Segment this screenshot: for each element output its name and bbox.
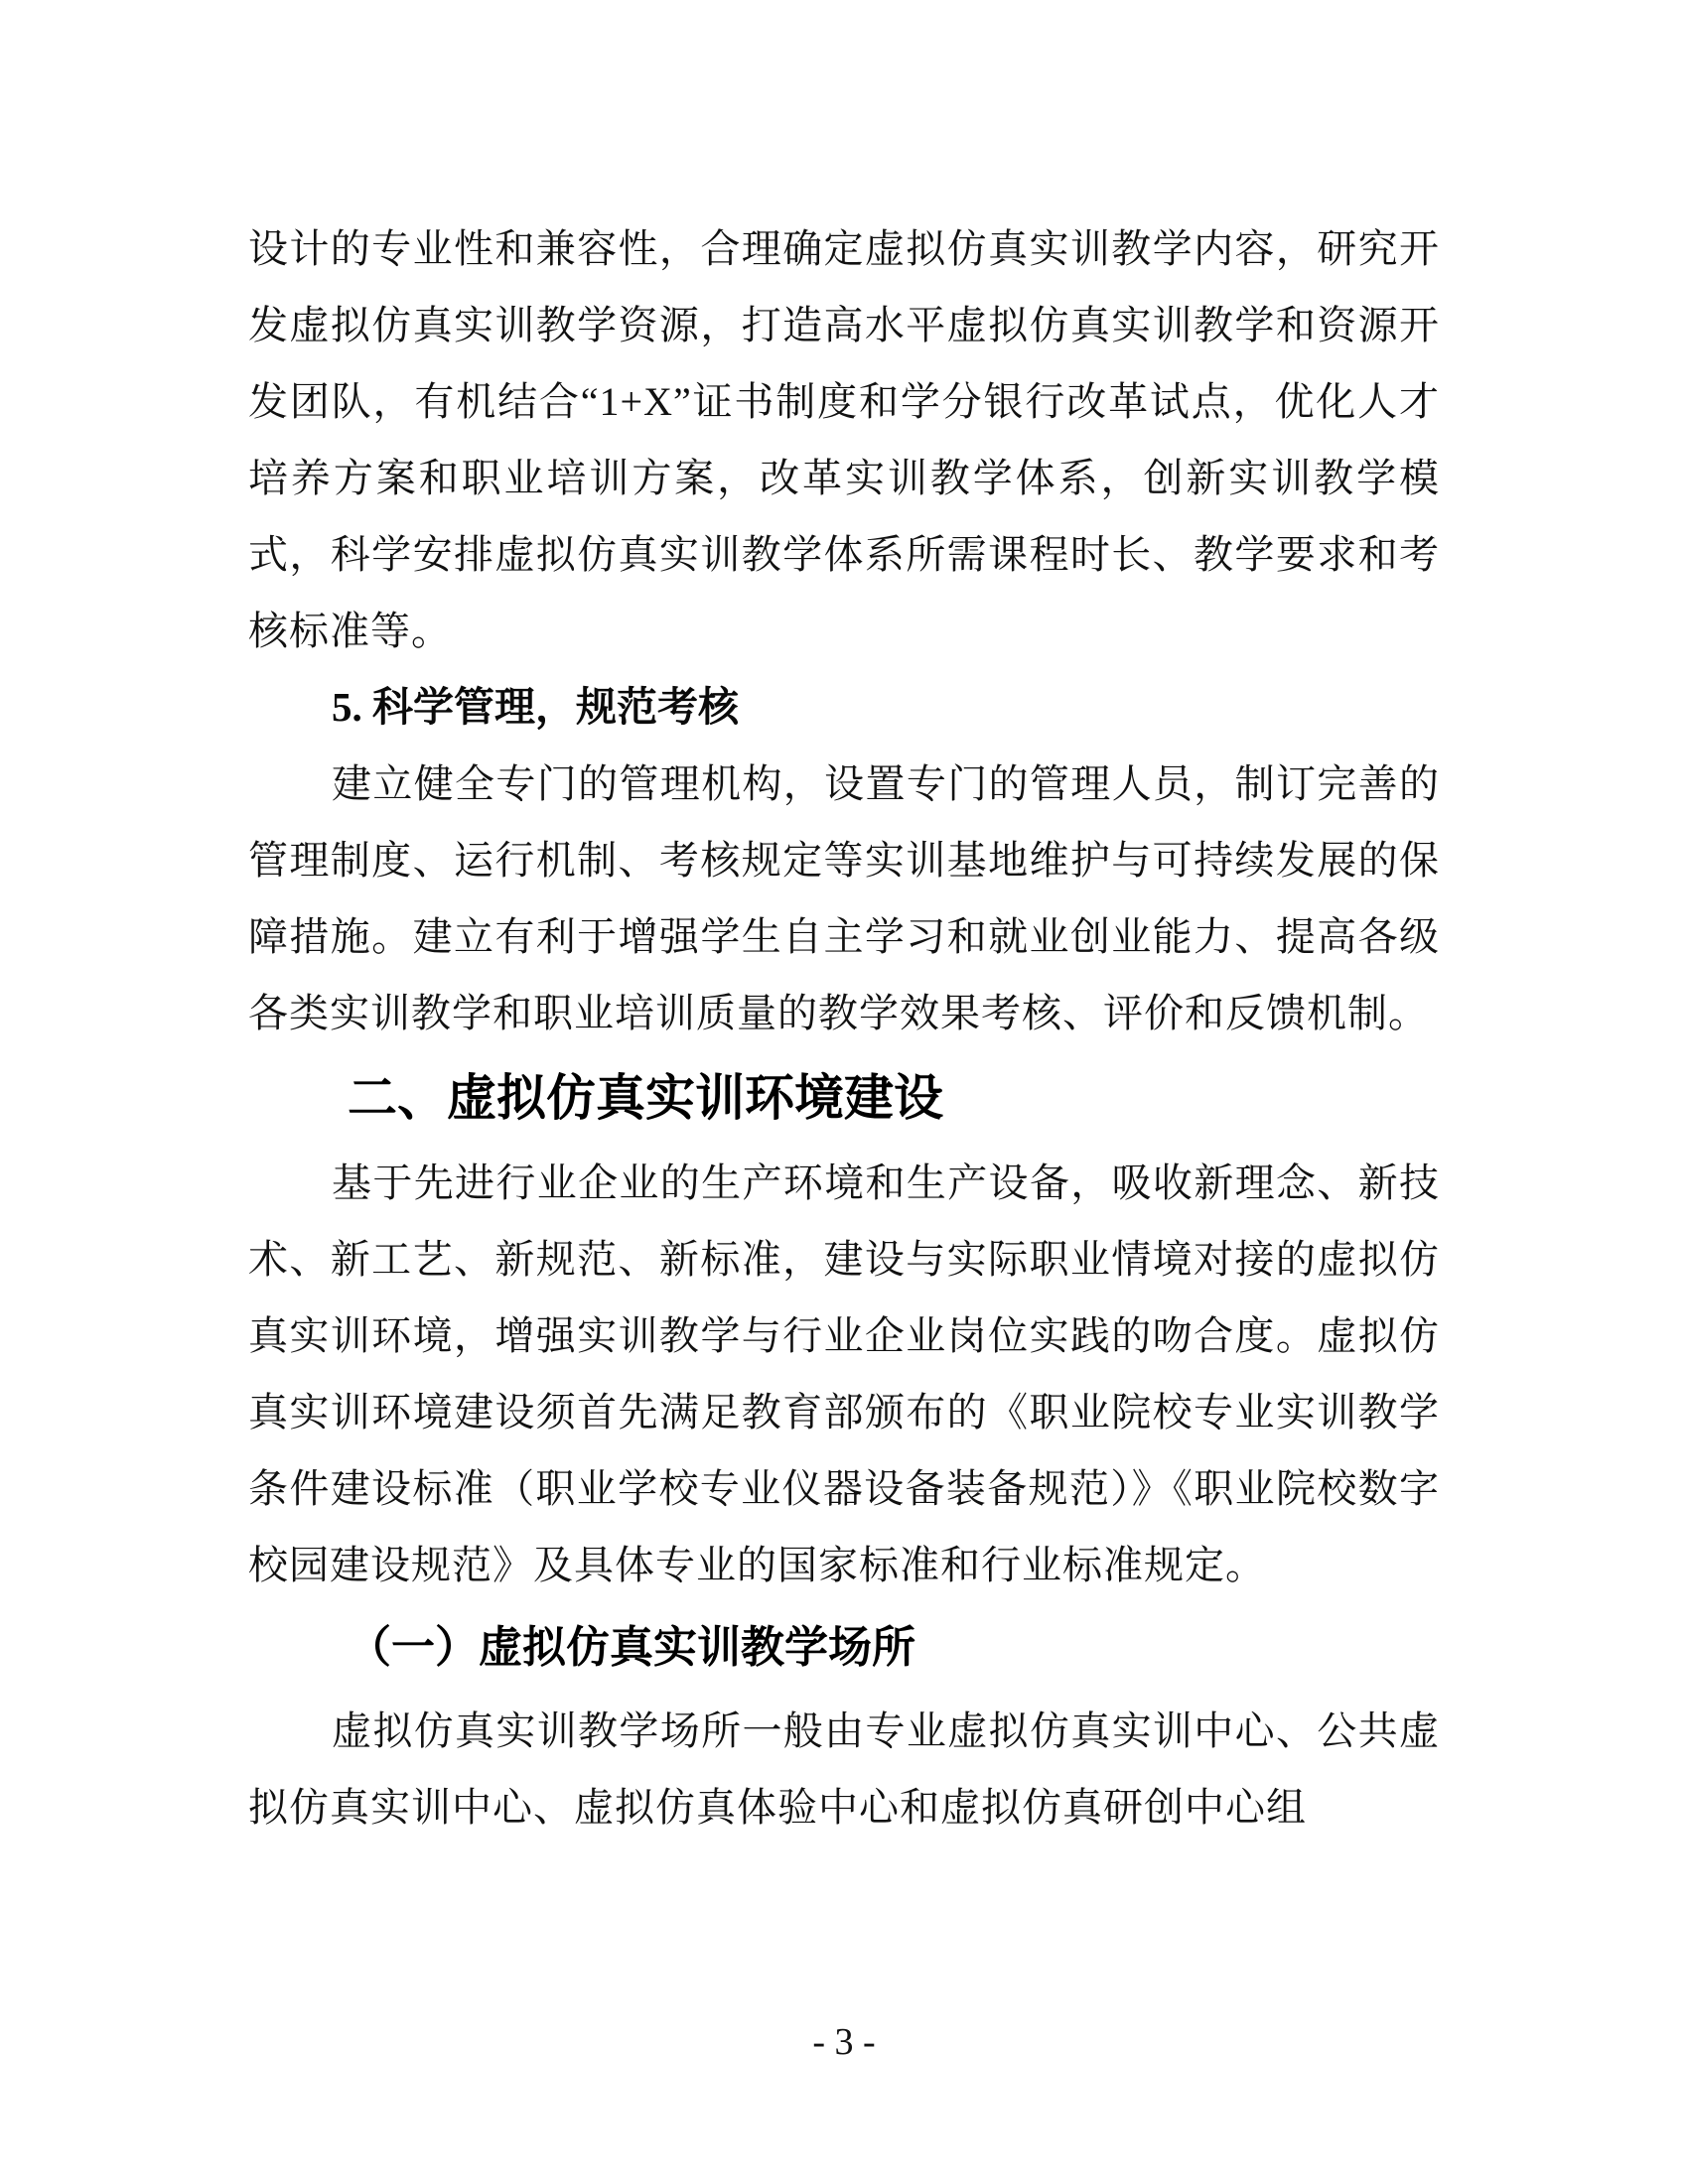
heading-item-5: 5. 科学管理，规范考核	[332, 684, 739, 730]
paragraph-section-2: 基于先进行业企业的生产环境和生产设备，吸收新理念、新技术、新工艺、新规范、新标准，建设与实际职业情境对接的虚拟仿真实训环境，增强实训教学与行业企业岗位实践的吻合度。虚拟仿真实训环境建设须首先满足教育部颁布的《职业院校专业实训教学条件建设标准（职业学校专业仪器设备装备规范）》《职业院校数字校园建设规范》及具体专业的国家标准和行业标准规定。	[248, 1160, 1440, 1587]
paragraph-item-5: 建立健全专门的管理机构，设置专门的管理人员，制订完善的管理制度、运行机制、考核规定等实训基地维护与可持续发展的保障措施。建立有利于增强学生自主学习和就业创业能力、提高各级各类实训教学和职业培训质量的教学效果考核、评价和反馈机制。	[248, 761, 1440, 1035]
page-number: - 3 -	[812, 2021, 876, 2063]
paragraph-subsection-1: 虚拟仿真实训教学场所一般由专业虚拟仿真实训中心、公共虚拟仿真实训中心、虚拟仿真体验中心和虚拟仿真研创中心组	[248, 1708, 1440, 1830]
heading-subsection-1: （一）虚拟仿真实训教学场所	[348, 1623, 915, 1672]
heading-section-2: 二、虚拟仿真实训环境建设	[348, 1070, 943, 1126]
page-content	[248, 210, 1440, 1845]
paragraph-continuation-top: 设计的专业性和兼容性，合理确定虚拟仿真实训教学内容，研究开发虚拟仿真实训教学资源，打造高水平虚拟仿真实训教学和资源开发团队，有机结合“1+X”证书制度和学分银行改革试点，优化人才培养方案和职业培训方案，改革实训教学体系，创新实训教学模式，科学安排虚拟仿真实训教学体系所需课程时长、教学要求和考核标准等。	[248, 226, 1440, 653]
